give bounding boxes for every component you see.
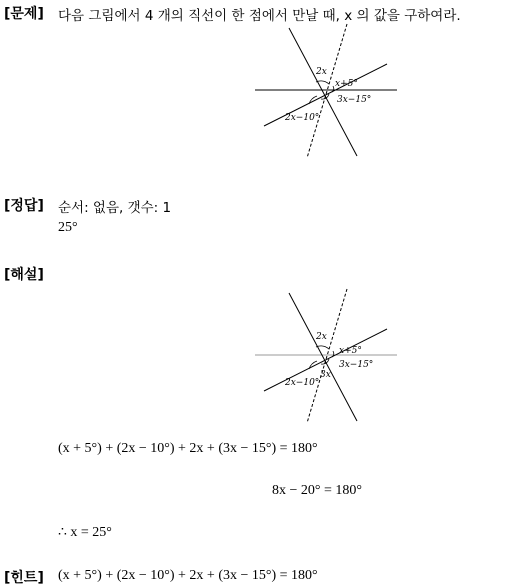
figure-1-lines <box>253 22 403 162</box>
answer-value: 25° <box>58 220 78 235</box>
problem-label: [문제] <box>4 6 44 22</box>
problem-text: 다음 그림에서 4 개의 직선이 한 점에서 만날 때, x 의 값을 구하여라. <box>58 8 461 24</box>
fig2-angle-3x15: 3x−15° <box>339 360 374 370</box>
fig2-angle-2x10: 2x−10° <box>285 378 320 388</box>
answer-meta: 순서: 없음, 갯수: 1 <box>58 200 172 216</box>
explanation-label: [해설] <box>4 267 44 283</box>
fig2-angle-2x: 2x <box>316 332 327 342</box>
fig1-angle-3x15: 3x−15° <box>337 95 372 105</box>
figure-2-lines <box>253 287 403 427</box>
fig1-angle-2x10: 2x−10° <box>285 113 320 123</box>
fig2-angle-3x: 3x <box>320 370 331 380</box>
explanation-eq3: ∴ x = 25° <box>58 525 112 540</box>
fig1-angle-x5: x+5° <box>335 79 358 89</box>
answer-label: [정답] <box>4 198 44 214</box>
explanation-eq2: 8x − 20° = 180° <box>272 483 362 498</box>
fig1-angle-2x: 2x <box>316 67 327 77</box>
hint-label: [힌트] <box>4 570 44 586</box>
hint-eq: (x + 5°) + (2x − 10°) + 2x + (3x − 15°) = 180° <box>58 568 318 583</box>
fig2-angle-x5: x+5° <box>339 346 362 356</box>
explanation-eq1: (x + 5°) + (2x − 10°) + 2x + (3x − 15°) = 180° <box>58 441 318 456</box>
